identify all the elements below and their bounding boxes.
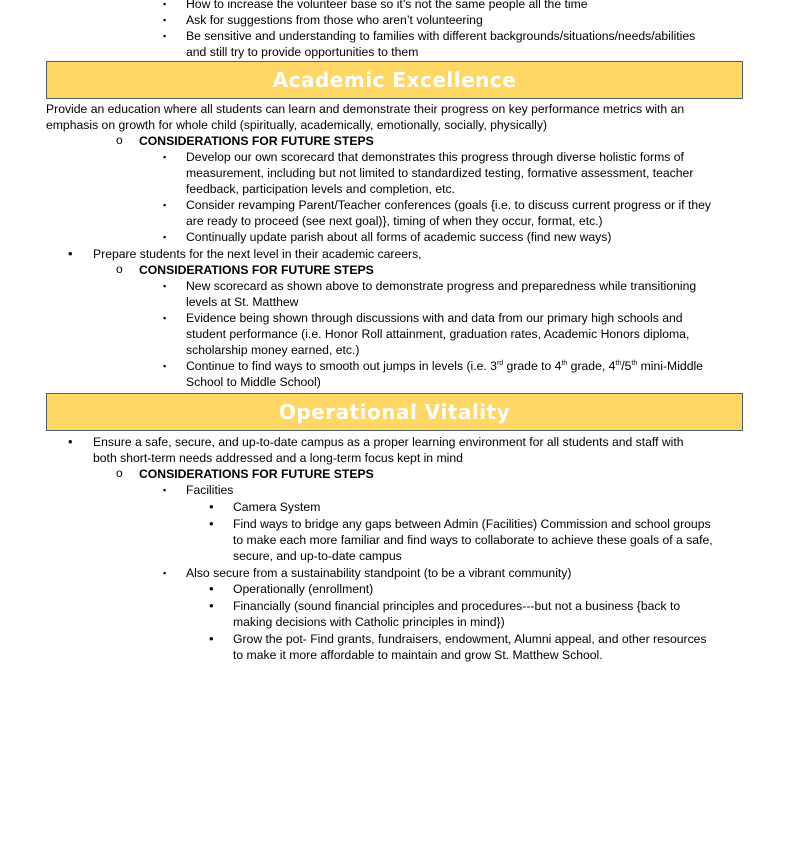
list-item: Facilities: [186, 483, 234, 497]
list-item: Prepare students for the next level in their academic careers,: [93, 247, 422, 261]
considerations-heading: CONSIDERATIONS FOR FUTURE STEPS: [139, 134, 374, 148]
list-item-continuation: to make it more affordable to maintain and grow St. Matthew School.: [233, 648, 603, 662]
list-item: Continually update parish about all forms of academic success (find new ways): [186, 230, 612, 244]
list-item-continuation: to make each more familiar and find ways to collaborate to achieve these goals of a safe,: [233, 533, 713, 547]
list-item: How to increase the volunteer base so it’s not the same people all the time: [186, 0, 588, 11]
square-bullet-marker: ▪: [163, 152, 167, 162]
academic-excellence-heading: Academic Excellence: [46, 61, 743, 99]
academic-intro: Provide an education where all students can learn and demonstrate their progress on key performance metrics with an: [46, 102, 685, 116]
disc-bullet-marker: •: [68, 246, 73, 261]
list-item-continuation: both short-term needs addressed and a long-term focus kept in mind: [93, 451, 463, 465]
square-bullet-marker: ▪: [163, 281, 167, 291]
list-item: Find ways to bridge any gaps between Admin (Facilities) Commission and school groups: [233, 517, 711, 531]
list-item-continuation: levels at St. Matthew: [186, 295, 299, 309]
list-item-continuation: School to Middle School): [186, 375, 321, 389]
list-item-continuation: measurement, including but not limited to standardized testing, formative assessment, teacher: [186, 166, 694, 180]
square-bullet-marker: ▪: [163, 15, 167, 25]
list-item: Ensure a safe, secure, and up-to-date campus as a proper learning environment for all students and staff with: [93, 435, 684, 449]
square-bullet-marker: ▪: [163, 485, 167, 495]
square-bullet-marker: ▪: [163, 0, 167, 9]
list-item: Financially (sound financial principles and procedures---but not a business {back to: [233, 599, 681, 613]
operational-vitality-heading: Operational Vitality: [46, 393, 743, 431]
square-bullet-marker: ▪: [163, 313, 167, 323]
academic-intro-continuation: emphasis on growth for whole child (spiritually, academically, emotionally, socially, physically): [46, 118, 548, 132]
circle-bullet-marker: o: [116, 262, 123, 276]
list-item: Continue to find ways to smooth out jumps in levels (i.e. 3rd grade to 4th grade, 4th/5th mini-Middle: [186, 359, 703, 373]
disc-bullet-marker: •: [68, 434, 73, 449]
list-item-continuation: student performance (i.e. Honor Roll attainment, graduation rates, Academic Honors diploma,: [186, 327, 690, 341]
list-item: Operationally (enrollment): [233, 582, 374, 596]
list-item: Also secure from a sustainability standpoint (to be a vibrant community): [186, 566, 572, 580]
list-item: Develop our own scorecard that demonstrates this progress through diverse holistic forms of: [186, 150, 684, 164]
disc-bullet-marker: •: [209, 581, 214, 596]
considerations-heading: CONSIDERATIONS FOR FUTURE STEPS: [139, 467, 374, 481]
list-item-continuation: are ready to proceed (see next goal)}, timing of when they occur, format, etc.): [186, 214, 603, 228]
square-bullet-marker: ▪: [163, 361, 167, 371]
list-item-continuation: scholarship money earned, etc.): [186, 343, 360, 357]
list-item-continuation: feedback, participation levels and completion, etc.: [186, 182, 455, 196]
list-item: Camera System: [233, 500, 321, 514]
disc-bullet-marker: •: [209, 631, 214, 646]
list-item: Grow the pot- Find grants, fundraisers, endowment, Alumni appeal, and other resources: [233, 632, 707, 646]
disc-bullet-marker: •: [209, 499, 214, 514]
circle-bullet-marker: o: [116, 133, 123, 147]
list-item-continuation: secure, and up-to-date campus: [233, 549, 402, 563]
disc-bullet-marker: •: [209, 516, 214, 531]
circle-bullet-marker: o: [116, 466, 123, 480]
list-item-continuation: and still try to provide opportunities to them: [186, 45, 419, 59]
list-item: Be sensitive and understanding to families with different backgrounds/situations/needs/abilities: [186, 29, 696, 43]
square-bullet-marker: ▪: [163, 200, 167, 210]
disc-bullet-marker: •: [209, 598, 214, 613]
list-item-continuation: making decisions with Catholic principles in mind}): [233, 615, 505, 629]
considerations-heading: CONSIDERATIONS FOR FUTURE STEPS: [139, 263, 374, 277]
square-bullet-marker: ▪: [163, 31, 167, 41]
list-item: Ask for suggestions from those who aren’t volunteering: [186, 13, 483, 27]
list-item: Consider revamping Parent/Teacher conferences (goals {i.e. to discuss current progress or if they: [186, 198, 711, 212]
list-item: New scorecard as shown above to demonstrate progress and preparedness while transitioning: [186, 279, 697, 293]
square-bullet-marker: ▪: [163, 232, 167, 242]
square-bullet-marker: ▪: [163, 568, 167, 578]
list-item: Evidence being shown through discussions with and data from our primary high schools and: [186, 311, 683, 325]
